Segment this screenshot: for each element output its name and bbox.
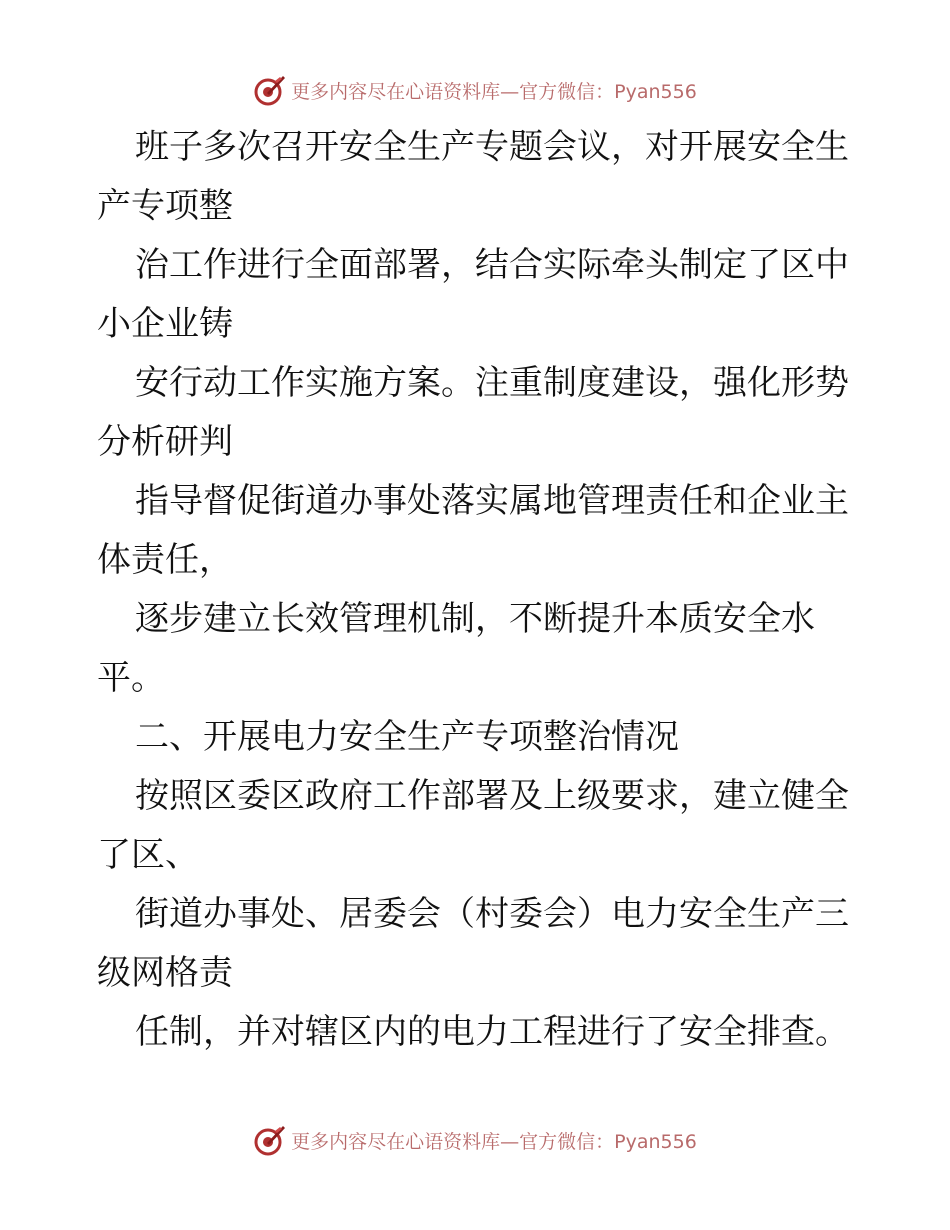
- watermark-text: 更多内容尽在心语资料库—官方微信：Pyan556: [291, 1130, 697, 1153]
- watermark-banner-bottom: [0, 1120, 950, 1160]
- paragraph-line: 级网格责: [97, 953, 233, 993]
- paragraph-line: 产专项整: [97, 186, 233, 226]
- paragraph-line: 小企业铸: [97, 304, 233, 344]
- paragraph-line: 班子多次召开安全生产专题会议，对开展安全生: [135, 127, 849, 167]
- paragraph-line: 任制，并对辖区内的电力工程进行了安全排查。: [135, 1012, 849, 1052]
- paragraph-line: 街道办事处、居委会（村委会）电力安全生产三: [135, 894, 849, 934]
- section-heading: 二、开展电力安全生产专项整治情况: [135, 717, 679, 757]
- paragraph-line: 安行动工作实施方案。注重制度建设，强化形势: [135, 363, 849, 403]
- paragraph-line: 按照区委区政府工作部署及上级要求，建立健全: [135, 776, 849, 816]
- paragraph-line: 分析研判: [97, 422, 233, 462]
- quill-logo-icon: [253, 1123, 287, 1157]
- watermark-banner-top: [0, 70, 950, 110]
- paragraph-line: 体责任，: [97, 540, 233, 580]
- paragraph-line: 指导督促街道办事处落实属地管理责任和企业主: [135, 481, 849, 521]
- quill-logo-icon: [253, 73, 287, 107]
- paragraph-line: 了区、: [97, 835, 199, 875]
- document-body: [97, 118, 857, 1062]
- paragraph-line: 逐步建立长效管理机制，不断提升本质安全水: [135, 599, 815, 639]
- watermark-text: 更多内容尽在心语资料库—官方微信：Pyan556: [291, 80, 697, 103]
- paragraph-line: 平。: [97, 658, 165, 698]
- paragraph-line: 治工作进行全面部署，结合实际牵头制定了区中: [135, 245, 849, 285]
